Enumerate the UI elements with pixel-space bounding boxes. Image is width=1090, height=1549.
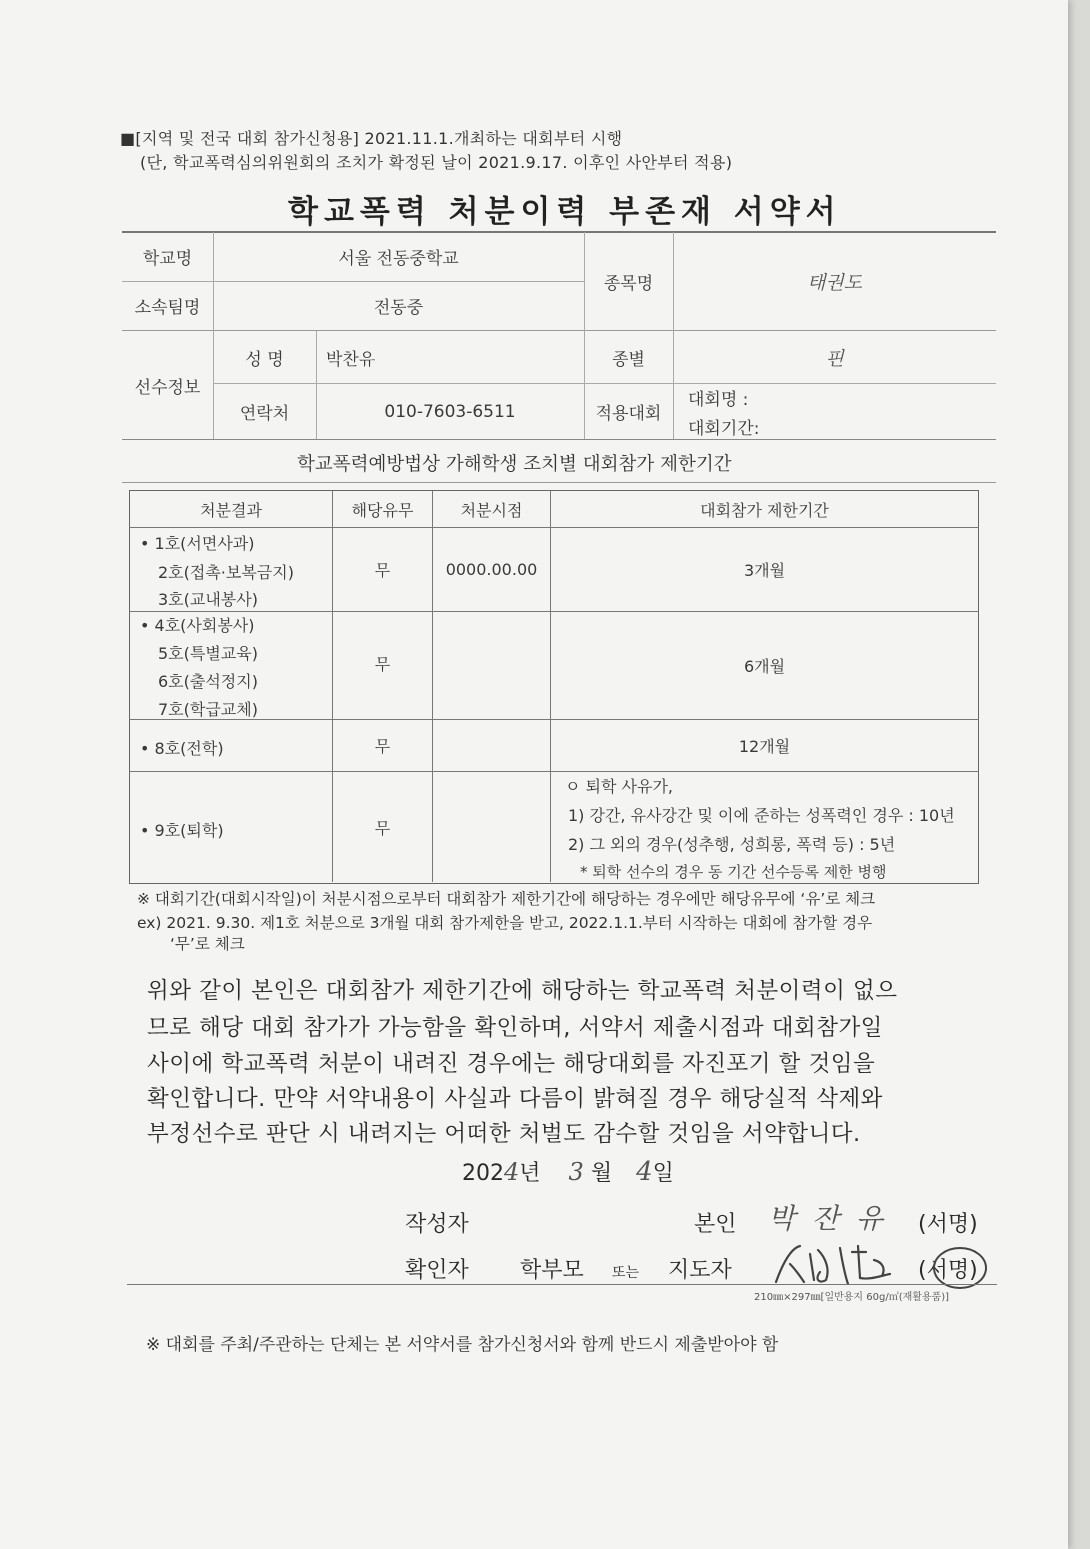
pledge-line: 므로 해당 대회 참가가 가능함을 확인하며, 서약서 제출시점과 대회참가일 <box>147 1015 883 1041</box>
note-line-1: ※ 대회기간(대회시작일)이 처분시점으로부터 대회참가 제한기간에 해당하는 경우에만 해당유무에 ‘유’로 체크 <box>137 890 876 908</box>
expulsion-note: 1) 강간, 유사강간 및 이에 준하는 성폭력인 경우 : 10년 <box>568 806 955 825</box>
guardian-signature <box>770 1240 920 1288</box>
measure-item: 3호(교내봉사) <box>158 590 258 609</box>
competition-label: 적용대회 <box>595 404 662 424</box>
measure-item: • 1호(서면사과) <box>140 534 255 553</box>
school-value: 서울 전동중학교 <box>338 249 459 269</box>
table-header: 해당유무 <box>351 500 414 520</box>
note-line-3: ‘무’로 체크 <box>170 935 245 953</box>
measure-item: • 4호(사회봉사) <box>140 616 255 635</box>
restriction-title: 학교폭력예방법상 가해학생 조치별 대회참가 제한기간 <box>297 454 732 475</box>
category-value: 핀 <box>825 347 844 370</box>
event-label: 종목명 <box>603 273 654 294</box>
date-year-handwritten: 4 <box>504 1158 520 1186</box>
date-month-unit: 월 <box>590 1161 613 1186</box>
measure-item: 5호(특별교육) <box>158 644 258 663</box>
footer-note: ※ 대회를 주최/주관하는 단체는 본 서약서를 참가신청서와 함께 반드시 제출받아야 함 <box>146 1335 779 1355</box>
restriction-period: 12개월 <box>738 737 791 756</box>
expulsion-note: * 퇴학 선수의 경우 동 기간 선수등록 제한 병행 <box>580 863 887 881</box>
date-year-unit: 년 <box>519 1161 541 1186</box>
sign-mark: (서명) <box>918 1212 978 1237</box>
confirm-label: 확인자 <box>405 1258 469 1283</box>
divider <box>122 482 996 483</box>
category-label: 종별 <box>612 349 645 370</box>
header-line-2: (단, 학교폭력심의위원회의 조치가 확정된 날이 2021.9.17. 이후인 사안부터 적용) <box>140 153 733 172</box>
pledge-line: 사이에 학교폭력 처분이 내려진 경우에는 해당대회를 자진포기 할 것임을 <box>147 1051 876 1077</box>
event-value: 태권도 <box>806 271 863 294</box>
header-line-1: ■[지역 및 전국 대회 참가신청용] 2021.11.1.개최하는 대회부터 시행 <box>120 129 623 148</box>
competition-period-label: 대회기간: <box>688 419 760 439</box>
restriction-period: 6개월 <box>743 657 786 676</box>
school-label: 학교명 <box>142 249 193 269</box>
self-signature: 박 잔 유 <box>768 1202 887 1235</box>
expulsion-note: ㅇ 퇴학 사유가, <box>565 777 673 796</box>
table-header: 처분결과 <box>200 500 262 520</box>
team-label: 소속팀명 <box>134 298 201 318</box>
note-line-2: ex) 2021. 9.30. 제1호 처분으로 3개월 대회 참가제한을 받고, 2022.1.1.부터 시작하는 대회에 참가할 경우 <box>137 914 873 932</box>
measure-item: 6호(출석정지) <box>158 672 258 691</box>
author-label: 작성자 <box>405 1212 469 1237</box>
pledge-line: 위와 같이 본인은 대회참가 제한기간에 해당하는 학교폭력 처분이력이 없으 <box>147 978 898 1004</box>
divider <box>122 439 996 440</box>
measure-item: • 9호(퇴학) <box>140 821 224 840</box>
date-year: 202 <box>462 1161 504 1186</box>
parent-label: 학부모 <box>520 1258 584 1283</box>
divider <box>129 771 979 772</box>
restriction-period: 3개월 <box>743 561 786 580</box>
applicable-value: 무 <box>374 561 391 580</box>
document-title: 학교폭력 처분이력 부존재 서약서 <box>288 194 842 230</box>
pledge-line: 부정선수로 판단 시 내려지는 어떠한 처벌도 감수할 것임을 서약합니다. <box>147 1121 861 1147</box>
name-label: 성 명 <box>245 349 284 370</box>
paper-spec: 210㎜×297㎜[일반용지 60g/㎡(재활용품)] <box>754 1292 950 1303</box>
competition-name-label: 대회명 : <box>688 390 749 410</box>
or-label: 또는 <box>612 1265 640 1281</box>
team-value: 전동중 <box>373 298 424 318</box>
measure-item: 7호(학급교체) <box>158 700 258 719</box>
athlete-label: 선수정보 <box>134 377 201 398</box>
table-header: 대회참가 제한기간 <box>700 500 829 520</box>
date-day: 4 <box>636 1157 653 1187</box>
divider <box>127 1284 997 1285</box>
date-line <box>462 1156 674 1187</box>
disposition-date: 0000.00.00 <box>445 560 538 579</box>
contact-value: 010-7603-6511 <box>384 401 516 422</box>
expulsion-note: 2) 그 외의 경우(성추행, 성희롱, 폭력 등) : 5년 <box>568 835 896 854</box>
pledge-line: 확인합니다. 만약 서약내용이 사실과 다름이 밝혀질 경우 해당실적 삭제와 <box>147 1086 883 1112</box>
applicable-value: 무 <box>374 818 391 838</box>
self-label: 본인 <box>694 1212 737 1237</box>
date-month: 3 <box>568 1158 584 1186</box>
applicable-value: 무 <box>374 737 391 756</box>
guardian-label: 지도자 <box>668 1258 732 1283</box>
applicable-value: 무 <box>374 655 391 674</box>
measure-item: • 8호(전학) <box>140 739 224 758</box>
sign-mark: (서명) <box>918 1258 978 1283</box>
contact-label: 연락처 <box>239 404 290 424</box>
measure-item: 2호(접촉·보복금지) <box>158 563 294 582</box>
date-day-unit: 일 <box>652 1161 674 1186</box>
name-value: 박찬유 <box>326 349 376 370</box>
table-header: 처분시점 <box>460 500 523 520</box>
